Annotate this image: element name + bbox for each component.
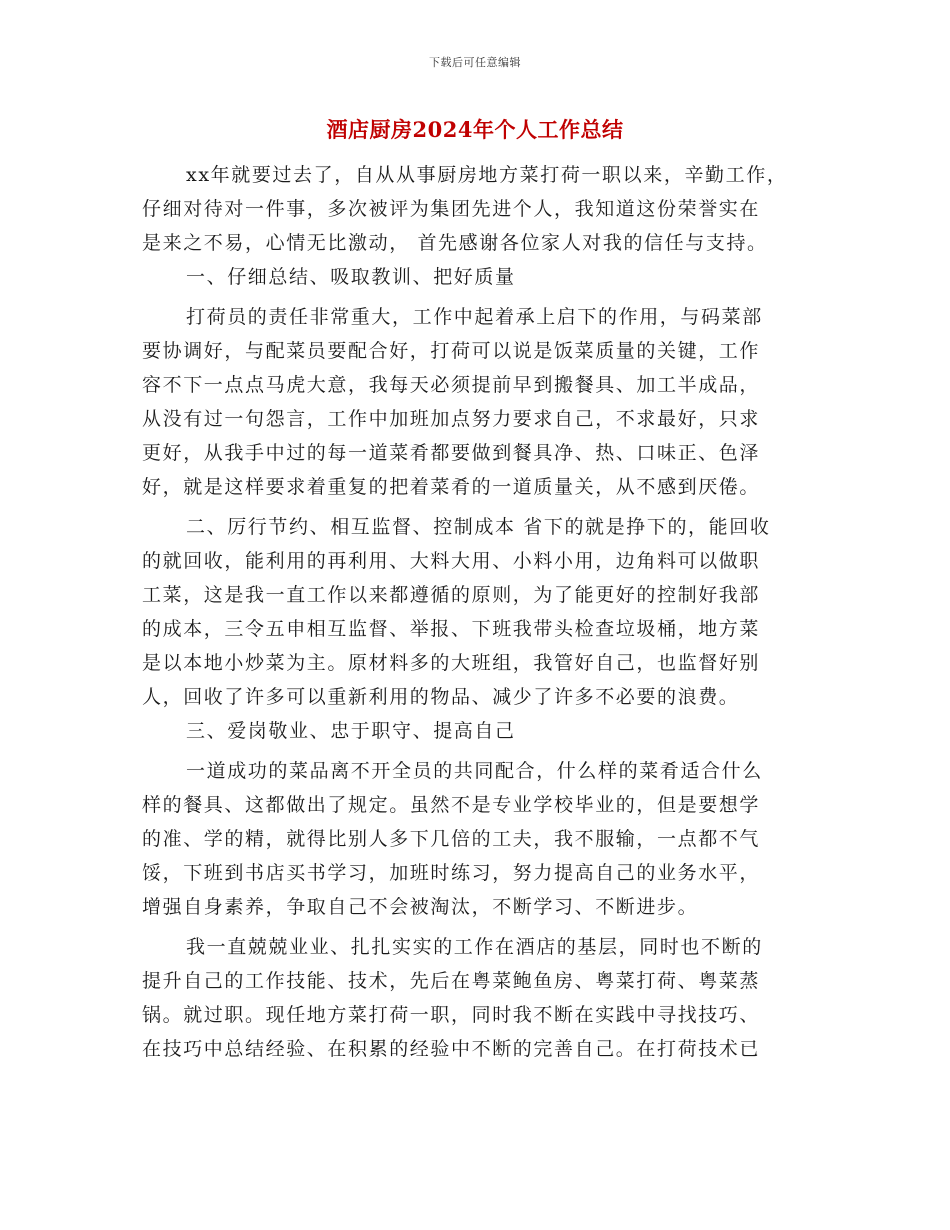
paragraph-line: 增强自身素养，争取自己不会被淘汰，不断学习、不断进步。	[142, 896, 699, 918]
paragraph-line: 容不下一点点马虎大意，我每天必须提前早到搬餐具、加工半成品，	[142, 374, 761, 396]
document-body	[142, 158, 808, 1066]
paragraph-line: 样的餐具、这都做出了规定。虽然不是专业学校毕业的，但是要想学	[142, 794, 761, 816]
section-heading: 一、仔细总结、吸取教训、把好质量	[186, 266, 516, 288]
paragraph-line: 从没有过一句怨言，工作中加班加点努力要求自己，不求最好，只求	[142, 408, 761, 430]
paragraph-line: 好，就是这样要求着重复的把着菜肴的一道质量关，从不感到厌倦。	[142, 476, 761, 498]
paragraph-line: 提升自己的工作技能、技术，先后在粤菜鲍鱼房、粤菜打荷、粤菜蒸	[142, 970, 761, 992]
document-title: 酒店厨房2024年个人工作总结	[326, 117, 624, 142]
paragraph-line: 是以本地小炒菜为主。原材料多的大班组，我管好自己，也监督好别	[142, 652, 761, 674]
paragraph-line: 更好，从我手中过的每一道菜肴都要做到餐具净、热、口味正、色泽	[142, 442, 761, 464]
paragraph-line: 仔细对待对一件事，多次被评为集团先进个人，我知道这份荣誉实在	[142, 198, 761, 220]
paragraph-line: 锅。就过职。现任地方菜打荷一职，同时我不断在实践中寻找技巧、	[142, 1004, 761, 1026]
paragraph-line: 的准、学的精，就得比别人多下几倍的工夫，我不服输，一点都不气	[142, 828, 761, 850]
page-header-note: 下载后可任意编辑	[429, 56, 521, 69]
paragraph-line: 一道成功的菜品离不开全员的共同配合，什么样的菜肴适合什么	[186, 760, 763, 782]
paragraph-line: 的就回收，能利用的再利用、大料大用、小料小用，边角料可以做职	[142, 550, 761, 572]
paragraph-line: 我一直兢兢业业、扎扎实实的工作在酒店的基层，同时也不断的	[186, 936, 763, 958]
paragraph-line: 的成本，三令五申相互监督、举报、下班我带头检查垃圾桶，地方菜	[142, 618, 761, 640]
paragraph-line: 要协调好，与配菜员要配合好，打荷可以说是饭菜质量的关键，工作	[142, 340, 761, 362]
paragraph-line: 人，回收了许多可以重新利用的物品、减少了许多不必要的浪费。	[142, 686, 740, 708]
section-heading: 二、厉行节约、相互监督、控制成本 省下的就是挣下的，能回收	[186, 516, 771, 538]
paragraph-line: 是来之不易，心情无比激动， 首先感谢各位家人对我的信任与支持。	[142, 232, 768, 254]
paragraph-line: 在技巧中总结经验、在积累的经验中不断的完善自己。在打荷技术已	[142, 1038, 761, 1060]
section-heading: 三、爱岗敬业、忠于职守、提高自己	[186, 720, 516, 742]
paragraph-line: xx年就要过去了，自从从事厨房地方菜打荷一职以来，辛勤工作，	[186, 164, 788, 186]
paragraph-line: 馁，下班到书店买书学习，加班时练习，努力提高自己的业务水平，	[142, 862, 761, 884]
paragraph-line: 打荷员的责任非常重大，工作中起着承上启下的作用，与码菜部	[186, 306, 763, 328]
paragraph-line: 工菜，这是我一直工作以来都遵循的原则，为了能更好的控制好我部	[142, 584, 761, 606]
